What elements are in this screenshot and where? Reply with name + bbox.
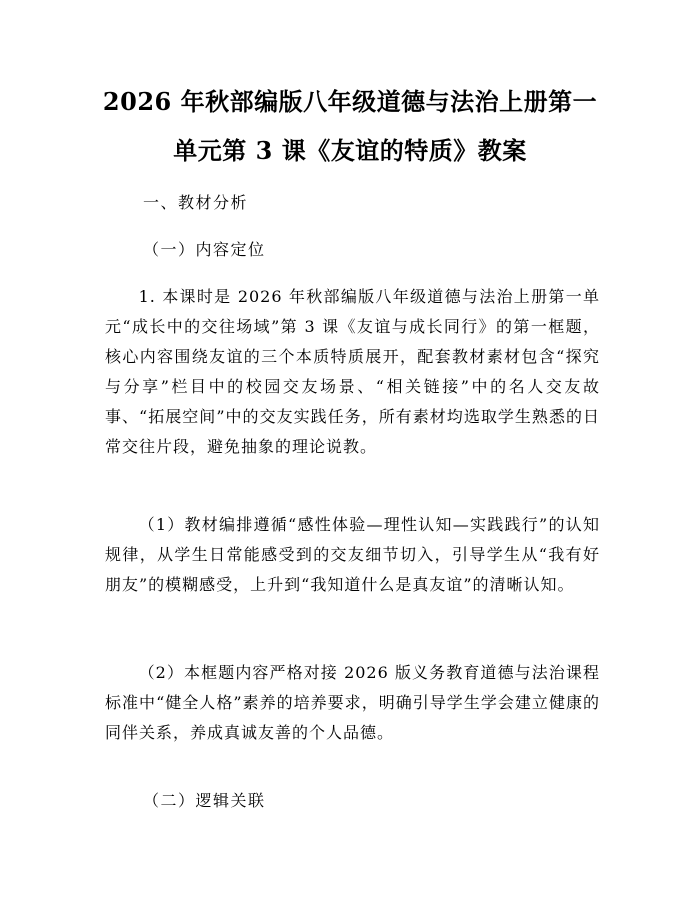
document-title-line-1: 2026 年秋部编版八年级道德与法治上册第一 — [102, 87, 598, 116]
paragraph-curriculum-standard: （2）本框题内容严格对接 2026 版义务教育道德与法治课程标准中“健全人格”素养的培养要求，明确引导学生学会建立健康的同伴关系，养成真诚友善的个人品德。 — [105, 663, 600, 742]
document-title-line-2: 单元第 3 课《友谊的特质》教案 — [173, 136, 527, 165]
subsection-heading-logical-connection: （二）逻辑关联 — [143, 791, 266, 810]
subsection-heading-content-positioning: （一）内容定位 — [143, 240, 266, 259]
section-heading-textbook-analysis: 一、教材分析 — [143, 193, 249, 212]
paragraph-textbook-arrangement: （1）教材编排遵循“感性体验—理性认知—实践践行”的认知规律，从学生日常能感受到的交友细节切入，引导学生从“我有好朋友”的模糊感受，上升到“我知道什么是真友谊”的清晰认知。 — [105, 515, 600, 594]
paragraph-lesson-overview: 1. 本课时是 2026 年秋部编版八年级道德与法治上册第一单元“成长中的交往场域”第 3 课《友谊与成长同行》的第一框题，核心内容围绕友谊的三个本质特质展开，配套教材素材包含“探究与分享”栏目中的校园交友场景、“相关链接”中的名人交友故事、“拓展空间”中的交友实践任务，所有素材均选取学生熟悉的日常交往片段，避免抽象的理论说教。 — [105, 287, 600, 456]
